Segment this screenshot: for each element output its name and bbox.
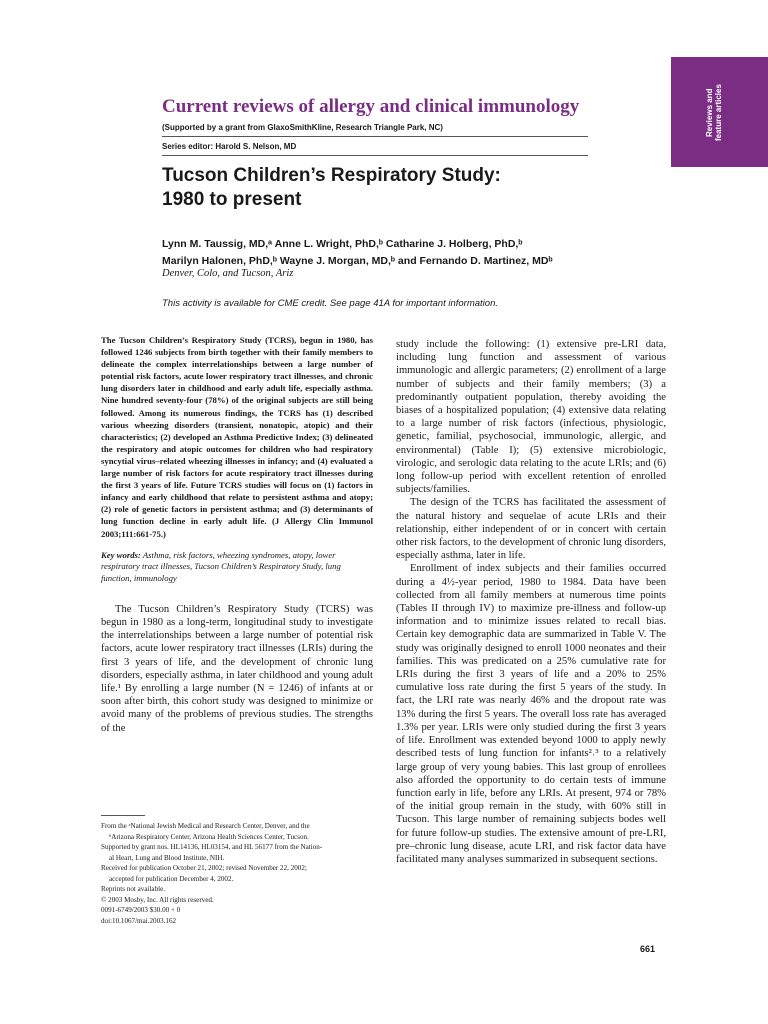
title-line-1: Tucson Children’s Respiratory Study: xyxy=(162,165,501,186)
footnotes xyxy=(101,821,373,926)
footnote-line: Received for publication October 21, 2002; revised November 22, 2002; xyxy=(101,864,307,872)
cme-note: This activity is available for CME credit. See page 41A for important information. xyxy=(162,298,498,309)
body-paragraph-2: The design of the TCRS has facilitated the assessment of the natural history and sequelae of acute LRIs and their relationship, either independent of or in concert with certain other risk factors, to the development of chronic lung disorders, especially asthma, later in life. xyxy=(396,497,666,562)
right-column xyxy=(396,338,666,866)
affiliation: Denver, Colo, and Tucson, Ariz xyxy=(162,268,294,279)
footnote-rule xyxy=(101,815,145,816)
footnote-line: Supported by grant nos. HL14136, HL03154, and HL 56177 from the Nation- xyxy=(101,843,323,851)
section-tab xyxy=(671,57,768,167)
footnote-line: Reprints not available. xyxy=(101,885,166,893)
title-line-2: 1980 to present xyxy=(162,189,302,210)
body-paragraph-1: study include the following: (1) extensive pre-LRI data, including lung function and assessment of various immunologic and allergic parameters; (2) enrollment of a large number of subjects and their family members; (3) a predominantly outpatient population, thereby avoiding the biases of a hospitalized population; (4) extensive data relating to a large number of risk factors (infectious, physiologic, genetic, familial, psychosocial, immunologic, allergic, and environmental) (Table I); (5) extensive microbiologic, virologic, and serologic data relating to the acute LRIs; and (6) long follow-up period with excellent retention of enrolled subjects/families. xyxy=(396,339,666,496)
keywords xyxy=(101,550,373,585)
authors-line-2: Marilyn Halonen, PhD,ᵇ Wayne J. Morgan, MD,ᵇ and Fernando D. Martinez, MDᵇ xyxy=(162,255,553,267)
header-rule-bottom xyxy=(162,155,588,156)
footnote-line: accepted for publication December 4, 2002. xyxy=(109,874,234,883)
keywords-label: Key words: xyxy=(101,549,141,560)
series-title: Current reviews of allergy and clinical immunology xyxy=(162,96,580,117)
footnote-line: al Heart, Lung and Blood Institute, NIH. xyxy=(109,853,225,862)
page-number: 661 xyxy=(640,944,656,954)
section-tab-label: Reviews and feature articles xyxy=(705,84,723,141)
authors-line-1: Lynn M. Taussig, MD,ᵃ Anne L. Wright, PhD,ᵇ Catharine J. Holberg, PhD,ᵇ xyxy=(162,238,523,250)
left-column xyxy=(101,334,373,735)
series-editor: Series editor: Harold S. Nelson, MD xyxy=(162,142,297,151)
footnote-line: ᵇArizona Respiratory Center, Arizona Health Sciences Center, Tucson. xyxy=(109,832,309,841)
support-note: (Supported by a grant from GlaxoSmithKline, Research Triangle Park, NC) xyxy=(162,123,443,132)
footnote-line: From the ᵃNational Jewish Medical and Research Center, Denver, and the xyxy=(101,822,310,830)
body-paragraph-3: Enrollment of index subjects and their families occurred during a 4½-year period, 1980 to 1984. Data have been collected from all family members at numerous time points (Tables II through IV) to maximize pre-illness and follow-up information and to minimize issues related to recall bias. Certain key demographic data are summarized in Table V. The study was originally designed to enroll 1000 neonates and their families. This was predicated on a 25% cumulative rate for LRIs during the first 3 years of life and a 20% to 25% cumulative loss rate during the first 5 years of the study. In fact, the LRI rate was nearly 46% and the dropout rate was 13% during the first 5 years. The overall loss rate has averaged 1.3% per year. LRIs were only studied during the first 3 years of life. Enrollment was extended beyond 1000 to apply newly described tests of lung function for infants²˒³ to a relatively large group of very young babies. This last group of enrollees also afforded the opportunity to do certain tests of immune function early in life, before any LRIs. At present, 974 or 78% of the initial group remain in the study, with 60% still in Tucson. This large number of remaining subjects bodes well for future follow-up studies. The extensive amount of pre-LRI, pre–chronic lung disease, acute LRI, and risk factor data have facilitated many analyses summarized in subsequent sections. xyxy=(396,563,666,865)
intro-paragraph: The Tucson Children’s Respiratory Study (TCRS) was begun in 1980 as a long-term, longitudinal study to investigate the interrelationships between a large number of potential risk factors, acute lower respiratory tract illnesses (LRIs) during the first 3 years of life, and the development of chronic lung disorders, especially asthma, in later childhood and young adult life.¹ By enrolling a large number (N = 1246) of infants at or soon after birth, this cohort study was designed to minimize or avoid many of the problems of previous studies. The strengths of the xyxy=(101,603,373,734)
article-title xyxy=(162,164,662,212)
footnote-line: 0091-6749/2003 $30.00 + 0 xyxy=(101,906,181,914)
abstract: The Tucson Children’s Respiratory Study (TCRS), begun in 1980, has followed 1246 subjects from birth together with their family members to delineate the complex interrelationships between a large number of potential risk factors, acute lower respiratory tract illnesses, and chronic lung disorders later in childhood and early adult life, especially asthma. Nine hundred seventy-four (78%) of the original subjects are still being followed. Among its numerous findings, the TCRS has (1) described various wheezing disorders (transient, nonatopic, atopic) and their characteristics; (2) developed an Asthma Predictive Index; (3) delineated the respiratory and atopic outcomes for children who had respiratory syncytial virus–related wheezing illnesses in infancy; and (4) evaluated a large number of risk factors for acute respiratory tract illnesses during the first 3 years of life. Future TCRS studies will focus on (1) factors in infancy and early childhood that relate to persistent asthma and atopy; (2) role of genetic factors in persistent asthma; and (3) determinants of lung function decline in early adult life. (J Allergy Clin Immunol 2003;111:661-75.) xyxy=(101,335,373,539)
footnote-line: doi:10.1067/mai.2003.162 xyxy=(101,916,177,925)
header-rule-top xyxy=(162,136,588,137)
keywords-text: Asthma, risk factors, wheezing syndromes, atopy, lower respiratory tract illnesses, Tucson Children’s Respiratory Study, lung function, immunology xyxy=(101,549,341,583)
footnote-line: © 2003 Mosby, Inc. All rights reserved. xyxy=(101,895,214,904)
author-list xyxy=(162,236,642,270)
